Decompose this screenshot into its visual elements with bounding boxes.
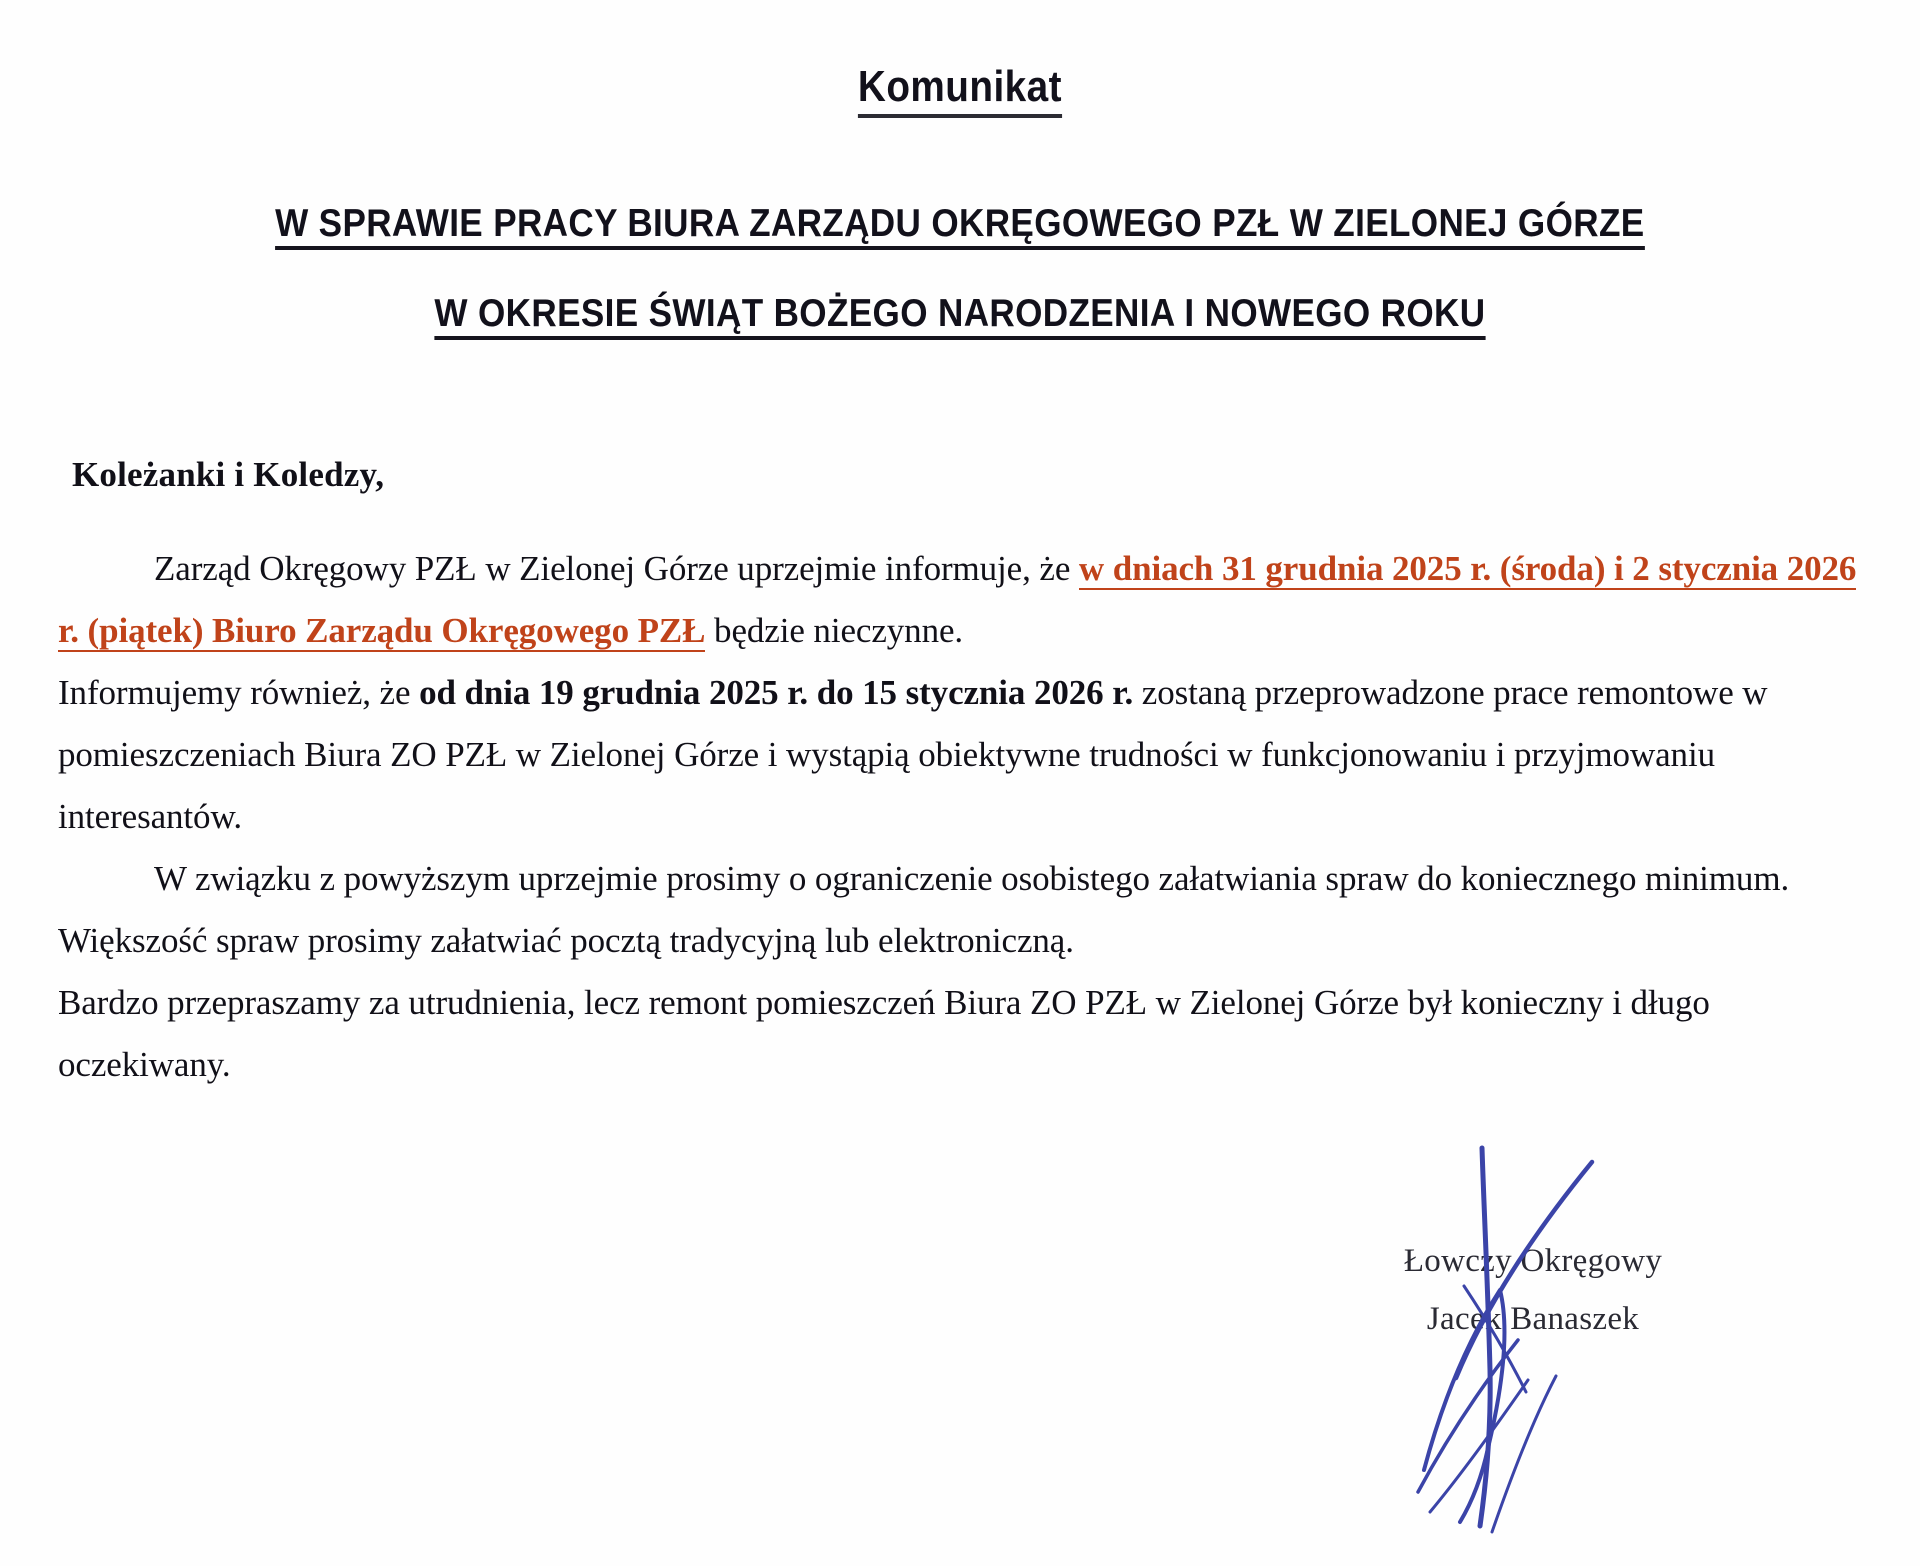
subject-heading-line-2-text: W OKRESIE ŚWIĄT BOŻEGO NARODZENIA I NOWEGO ROKU	[434, 294, 1485, 340]
paragraph-apology	[58, 972, 1862, 1096]
subject-headings	[0, 204, 1920, 340]
signature-block	[1318, 1232, 1748, 1348]
paragraph4-text: Bardzo przepraszamy za utrudnienia, lecz remont pomieszczeń Biura ZO PZŁ w Zielonej Górze był konieczny i długo oczekiwany.	[58, 983, 1710, 1084]
document-body	[0, 444, 1920, 1096]
paragraph2-after: zostaną przeprowadzone prace remontowe w pomieszczeniach Biura ZO PZŁ w Zielonej Górze i wystąpią obiektywne trudności w funkcjonowaniu i przyjmowaniu interesantów.	[58, 673, 1768, 836]
paragraph-renovation-period	[58, 662, 1862, 848]
paragraph1-before: Zarząd Okręgowy PZŁ w Zielonej Górze uprzejmie informuje, że	[154, 549, 1079, 588]
subject-heading-line-1-text: W SPRAWIE PRACY BIURA ZARZĄDU OKRĘGOWEGO PZŁ W ZIELONEJ GÓRZE	[275, 204, 1644, 250]
paragraph3-text: W związku z powyższym uprzejmie prosimy o ograniczenie osobistego załatwiania spraw do koniecznego minimum. Większość spraw prosimy załatwiać pocztą tradycyjną lub elektroniczną.	[58, 859, 1790, 960]
paragraph2-before: Informujemy również, że	[58, 673, 420, 712]
subject-heading-line-1	[0, 204, 1920, 250]
page-title	[0, 0, 1920, 118]
paragraph-request	[58, 848, 1862, 972]
page-title-text: Komunikat	[858, 62, 1062, 118]
paragraph1-highlight: w dniach 31 grudnia 2025 r. (środa) i 2 stycznia 2026 r. (piątek) Biuro Zarządu Okręgowego PZŁ	[58, 549, 1857, 650]
paragraph1-after: będzie nieczynne.	[705, 611, 964, 650]
signer-role: Łowczy Okręgowy	[1403, 1243, 1663, 1279]
subject-heading-line-2	[0, 294, 1920, 340]
signer-name: Jacek Banaszek	[1426, 1301, 1640, 1337]
paragraph2-bold: od dnia 19 grudnia 2025 r. do 15 stycznia 2026 r.	[419, 673, 1134, 712]
salutation: Koleżanki i Koledzy,	[72, 455, 385, 494]
paragraph-closure-dates	[58, 538, 1862, 662]
